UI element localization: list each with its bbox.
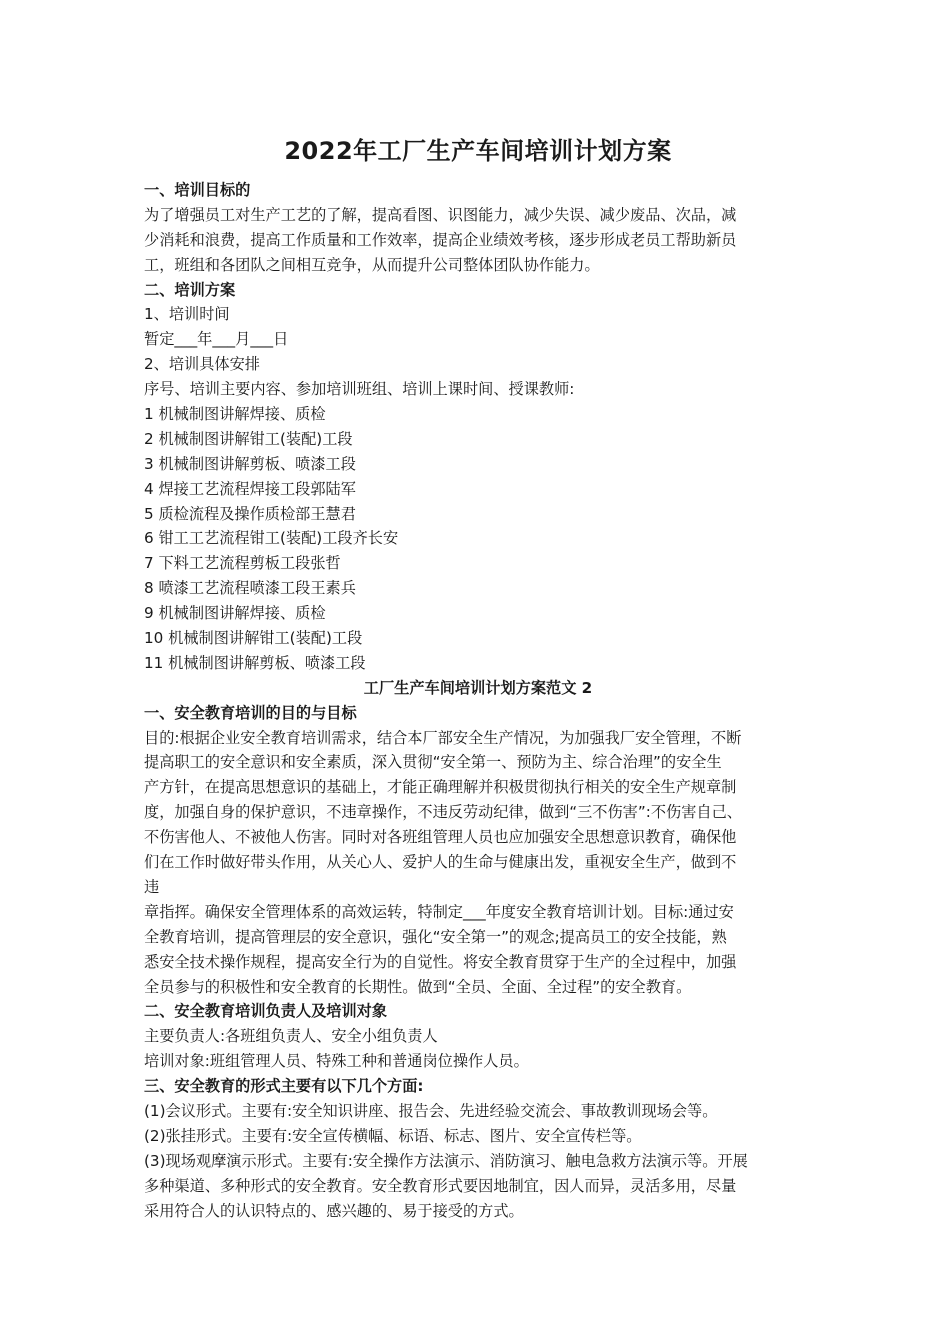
text-line: 1 机械制图讲解焊接、质检 <box>144 405 326 424</box>
text-line: (2)张挂形式。主要有:安全宣传横幅、标语、标志、图片、安全宣传栏等。 <box>144 1126 642 1145</box>
text-line: 目的:根据企业安全教育培训需求，结合本厂部安全生产情况，为加强我厂安全管理，不断 <box>144 728 742 747</box>
text-line: 全员参与的积极性和安全教育的长期性。做到“全员、全面、全过程”的安全教育。 <box>144 977 692 996</box>
text-line: 5 质检流程及操作质检部王慧君 <box>144 504 356 523</box>
text-line: 1、培训时间 <box>144 305 230 324</box>
document-title: 2022年工厂生产车间培训计划方案 <box>284 137 672 165</box>
text-line: 7 下料工艺流程剪板工段张哲 <box>144 554 341 573</box>
text-line: 度，加强自身的保护意识，不违章操作，不违反劳动纪律，做到“三不伤害”:不伤害自己、 <box>144 803 742 822</box>
section-heading: 三、安全教育的形式主要有以下几个方面: <box>144 1077 424 1096</box>
text-line: 不伤害他人、不被他人伤害。同时对各班组管理人员也应加强安全思想意识教育，确保他 <box>144 828 737 847</box>
text-line: 8 喷漆工艺流程喷漆工段王素兵 <box>144 579 356 598</box>
text-line: 为了增强员工对生产工艺的了解，提高看图、识图能力，减少失误、减少废品、次品，减 <box>144 205 737 224</box>
text-line: 4 焊接工艺流程焊接工段郭陆军 <box>144 479 356 498</box>
text-line: 序号、培训主要内容、参加培训班组、培训上课时间、授课教师: <box>144 380 575 399</box>
text-line: 10 机械制图讲解钳工(装配)工段 <box>144 629 363 648</box>
text-line: 9 机械制图讲解焊接、质检 <box>144 604 326 623</box>
document-body <box>144 178 812 1223</box>
section-heading: 一、培训目标的 <box>144 181 251 199</box>
text-line: (3)现场观摩演示形式。主要有:安全操作方法演示、消防演习、触电急救方法演示等。开展 <box>144 1151 748 1170</box>
text-line: 主要负责人:各班组负责人、安全小组负责人 <box>144 1027 438 1046</box>
text-line: 章指挥。确保安全管理体系的高效运转，特制定___年度安全教育培训计划。目标:通过安 <box>144 902 734 921</box>
text-line: 们在工作时做好带头作用，从关心人、爱护人的生命与健康出发，重视安全生产，做到不 <box>144 853 737 872</box>
section-heading: 二、培训方案 <box>144 280 236 299</box>
text-line: 提高职工的安全意识和安全素质，深入贯彻“安全第一、预防为主、综合治理”的安全生 <box>144 753 722 772</box>
text-line: 6 钳工工艺流程钳工(装配)工段齐长安 <box>144 529 399 548</box>
text-line: 11 机械制图讲解剪板、喷漆工段 <box>144 653 366 672</box>
text-line: 悉安全技术操作规程，提高安全行为的自觉性。将安全教育贯穿于生产的全过程中，加强 <box>144 952 737 971</box>
section-heading: 二、安全教育培训负责人及培训对象 <box>144 1002 387 1021</box>
section-subtitle: 工厂生产车间培训计划方案范文 2 <box>363 678 593 697</box>
text-line: 2、培训具体安排 <box>144 355 260 374</box>
text-line: 产方针，在提高思想意识的基础上，才能正确理解并积极贯彻执行相关的安全生产规章制 <box>144 778 737 797</box>
text-line: 多种渠道、多种形式的安全教育。安全教育形式要因地制宜，因人而异，灵活多用，尽量 <box>144 1176 737 1195</box>
text-line: 全教育培训，提高管理层的安全意识，强化“安全第一”的观念;提高员工的安全技能，熟 <box>144 927 727 946</box>
text-line: (1)会议形式。主要有:安全知识讲座、报告会、先进经验交流会、事故教训现场会等。 <box>144 1101 718 1120</box>
text-line: 少消耗和浪费，提高工作质量和工作效率，提高企业绩效考核，逐步形成老员工帮助新员 <box>144 230 737 249</box>
text-line: 暂定___年___月___日 <box>144 330 289 349</box>
section-heading: 一、安全教育培训的目的与目标 <box>144 703 357 722</box>
text-line: 2 机械制图讲解钳工(装配)工段 <box>144 429 353 448</box>
text-line: 3 机械制图讲解剪板、喷漆工段 <box>144 454 356 473</box>
text-line: 工，班组和各团队之间相互竞争，从而提升公司整体团队协作能力。 <box>144 255 600 274</box>
text-line: 采用符合人的认识特点的、感兴趣的、易于接受的方式。 <box>144 1201 524 1220</box>
text-line: 违 <box>144 877 160 896</box>
text-line: 培训对象:班组管理人员、特殊工种和普通岗位操作人员。 <box>144 1052 529 1071</box>
